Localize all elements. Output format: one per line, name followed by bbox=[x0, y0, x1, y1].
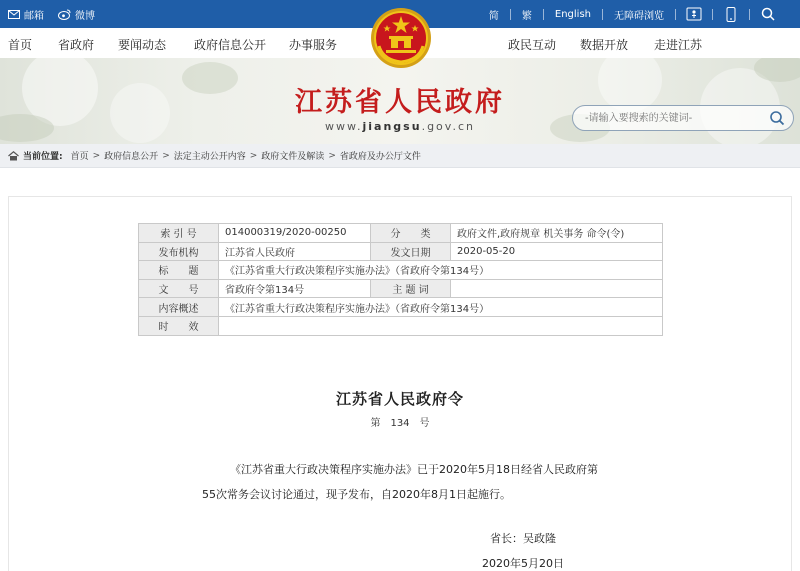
document-date: 2020年5月20日 bbox=[482, 557, 564, 570]
nav-item-about-jiangsu[interactable]: 走进江苏 bbox=[654, 38, 703, 52]
breadcrumb-item-info-disclosure[interactable]: 政府信息公开 bbox=[104, 152, 159, 162]
index-label: 索 引 号 bbox=[139, 224, 219, 243]
mail-label: 邮箱 bbox=[24, 10, 44, 22]
nav-item-info-disclosure[interactable]: 政府信息公开 bbox=[194, 38, 267, 52]
document-metadata-table bbox=[138, 223, 663, 336]
breadcrumb bbox=[0, 144, 800, 168]
divider bbox=[675, 9, 676, 20]
site-url-domain: jiangsu bbox=[362, 120, 422, 133]
summary-label: 内容概述 bbox=[139, 298, 219, 317]
national-emblem-icon bbox=[369, 6, 433, 70]
document-paragraph-line1: 《江苏省重大行政决策程序实施办法》已于2020年5月18日经省人民政府第 bbox=[230, 463, 598, 476]
date-label: 发文日期 bbox=[371, 242, 451, 261]
accessibility-icon[interactable] bbox=[684, 7, 704, 21]
subject-label: 主 题 词 bbox=[371, 279, 451, 298]
document-signer: 省长：吴政隆 bbox=[490, 532, 556, 545]
nav-item-provincial-government[interactable]: 省政府 bbox=[58, 38, 95, 52]
nav-item-home[interactable]: 首页 bbox=[8, 38, 33, 52]
nav-item-open-data[interactable]: 数据开放 bbox=[580, 38, 629, 52]
site-url-prefix: www. bbox=[325, 120, 363, 133]
table-row bbox=[139, 261, 663, 280]
docno-value: 省政府令第134号 bbox=[219, 279, 371, 298]
nav-item-news[interactable]: 要闻动态 bbox=[118, 38, 167, 52]
mail-link[interactable] bbox=[8, 7, 44, 22]
document-paragraph-line2: 55次常务会议讨论通过，现予发布，自2020年8月1日起施行。 bbox=[202, 488, 511, 501]
docno-label: 文 号 bbox=[139, 279, 219, 298]
nav-item-services[interactable]: 办事服务 bbox=[289, 38, 338, 52]
breadcrumb-item-office-documents[interactable]: 省政府及办公厅文件 bbox=[339, 152, 421, 162]
english-link[interactable]: English bbox=[554, 8, 591, 20]
site-url-suffix: .gov.cn bbox=[421, 120, 475, 133]
top-bar-right bbox=[478, 0, 786, 28]
search-box[interactable] bbox=[572, 105, 794, 131]
breadcrumb-item-statutory[interactable]: 法定主动公开内容 bbox=[173, 152, 246, 162]
simplified-chinese-link[interactable]: 简 bbox=[488, 10, 499, 22]
summary-value: 《江苏省重大行政决策程序实施办法》（省政府令第134号） bbox=[219, 298, 663, 317]
weibo-label: 微博 bbox=[75, 10, 95, 22]
table-row bbox=[139, 242, 663, 261]
validity-label: 时 效 bbox=[139, 316, 219, 335]
validity-value bbox=[219, 316, 663, 335]
divider bbox=[749, 9, 750, 20]
table-row bbox=[139, 316, 663, 335]
document-number: 第 134 号 bbox=[370, 418, 430, 429]
home-icon bbox=[8, 151, 19, 161]
issuer-value: 江苏省人民政府 bbox=[219, 242, 371, 261]
table-row bbox=[139, 279, 663, 298]
accessible-browse-link[interactable]: 无障碍浏览 bbox=[614, 10, 664, 22]
index-value: 014000319/2020-00250 bbox=[219, 224, 371, 243]
weibo-icon bbox=[58, 9, 71, 20]
breadcrumb-item-documents[interactable]: 政府文件及解读 bbox=[261, 152, 325, 162]
category-label: 分 类 bbox=[371, 224, 451, 243]
search-icon[interactable] bbox=[769, 110, 785, 126]
table-row bbox=[139, 224, 663, 243]
mail-icon bbox=[8, 10, 20, 19]
mobile-icon[interactable] bbox=[721, 7, 741, 22]
title-value: 《江苏省重大行政决策程序实施办法》（省政府令第134号） bbox=[219, 261, 663, 280]
category-value: 政府文件,政府规章 机关事务 命令(令) bbox=[451, 224, 663, 243]
issuer-label: 发布机构 bbox=[139, 242, 219, 261]
site-title: 江苏省人民政府 bbox=[295, 87, 505, 118]
search-input[interactable] bbox=[585, 110, 765, 127]
subject-value bbox=[451, 279, 663, 298]
weibo-link[interactable] bbox=[58, 7, 95, 22]
breadcrumb-separator: > bbox=[249, 150, 258, 161]
header-banner bbox=[0, 58, 800, 144]
breadcrumb-separator: > bbox=[92, 150, 101, 161]
breadcrumb-label: 当前位置: bbox=[23, 152, 63, 162]
date-value: 2020-05-20 bbox=[451, 242, 663, 261]
traditional-chinese-link[interactable]: 繁 bbox=[521, 10, 532, 22]
breadcrumb-item-home[interactable]: 首页 bbox=[70, 152, 89, 162]
breadcrumb-separator: > bbox=[162, 150, 170, 161]
document-heading: 江苏省人民政府令 bbox=[335, 390, 464, 408]
search-icon[interactable] bbox=[758, 7, 778, 21]
nav-item-interaction[interactable]: 政民互动 bbox=[508, 38, 557, 52]
top-bar-left bbox=[8, 0, 95, 28]
title-label: 标 题 bbox=[139, 261, 219, 280]
table-row bbox=[139, 298, 663, 317]
breadcrumb-separator: > bbox=[328, 150, 336, 161]
divider bbox=[712, 9, 713, 20]
